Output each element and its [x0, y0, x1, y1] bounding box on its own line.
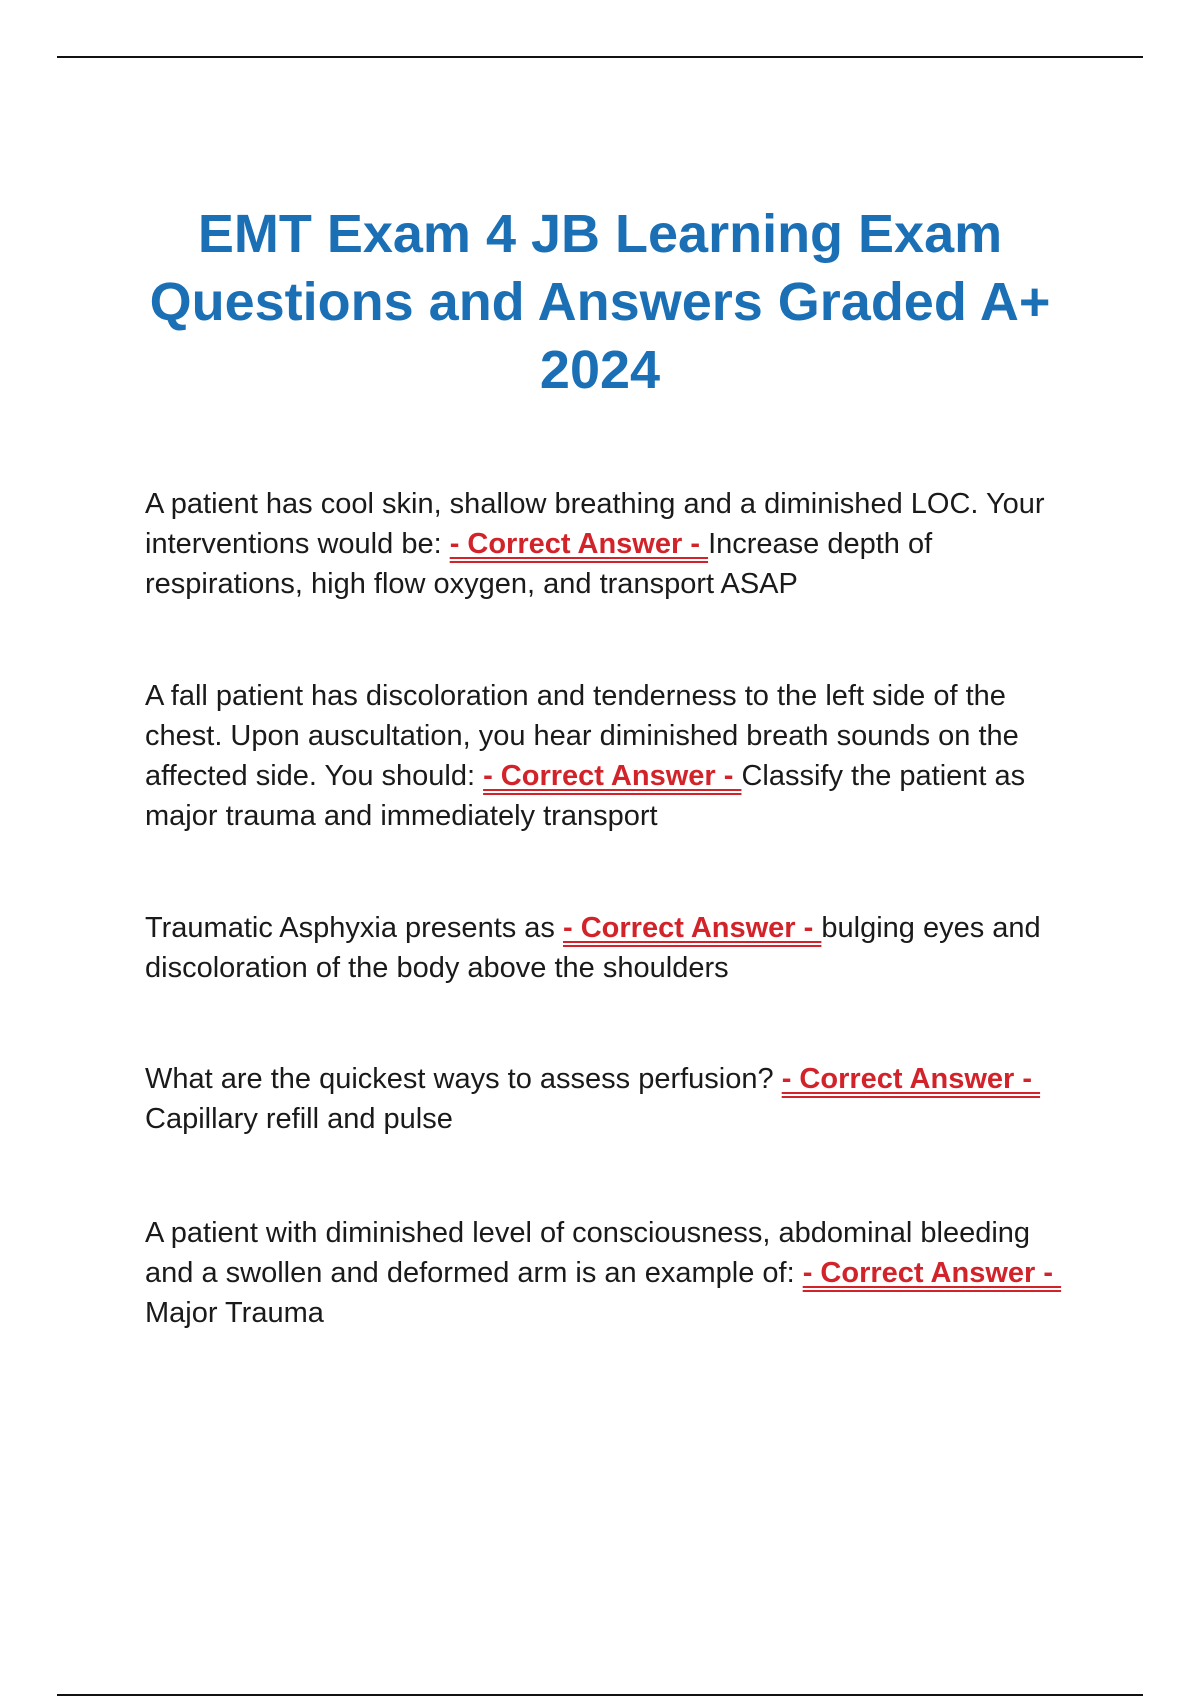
question-text: A patient has cool skin, shallow breathing and a diminished LOC. Your interventions would be: — [145, 488, 1045, 560]
qa-item — [145, 1213, 1085, 1333]
correct-answer-label: - Correct Answer - — [449, 528, 709, 560]
qa-item — [145, 484, 1085, 604]
answer-text: Major Trauma — [145, 1297, 324, 1329]
top-divider — [57, 56, 1143, 58]
answer-text: Increase depth of respirations, high flow oxygen, and transport ASAP — [145, 528, 933, 600]
qa-item — [145, 676, 1085, 836]
qa-item — [145, 1059, 1085, 1139]
bottom-divider — [57, 1694, 1143, 1696]
question-text: A patient with diminished level of consciousness, abdominal bleeding and a swollen and deformed arm is an example of: — [145, 1217, 1031, 1289]
answer-text: Classify the patient as major trauma and immediately transport — [145, 760, 1026, 832]
question-text: A fall patient has discoloration and tenderness to the left side of the chest. Upon auscultation, you hear diminished breath sounds on the affected side. You should: — [145, 680, 1019, 792]
correct-answer-label: - Correct Answer - — [802, 1257, 1062, 1289]
answer-text: Capillary refill and pulse — [145, 1103, 453, 1135]
question-text: What are the quickest ways to assess perfusion? — [145, 1063, 782, 1095]
correct-answer-label: - Correct Answer - — [781, 1063, 1041, 1095]
qa-item — [145, 908, 1085, 988]
correct-answer-label: - Correct Answer - — [563, 912, 822, 944]
document-title: EMT Exam 4 JB Learning Exam Questions and Answers Graded A+ 2024 — [149, 204, 1051, 400]
correct-answer-label: - Correct Answer - — [483, 760, 742, 792]
answer-text: bulging eyes and discoloration of the body above the shoulders — [145, 912, 1041, 984]
question-text: Traumatic Asphyxia presents as — [145, 912, 563, 944]
